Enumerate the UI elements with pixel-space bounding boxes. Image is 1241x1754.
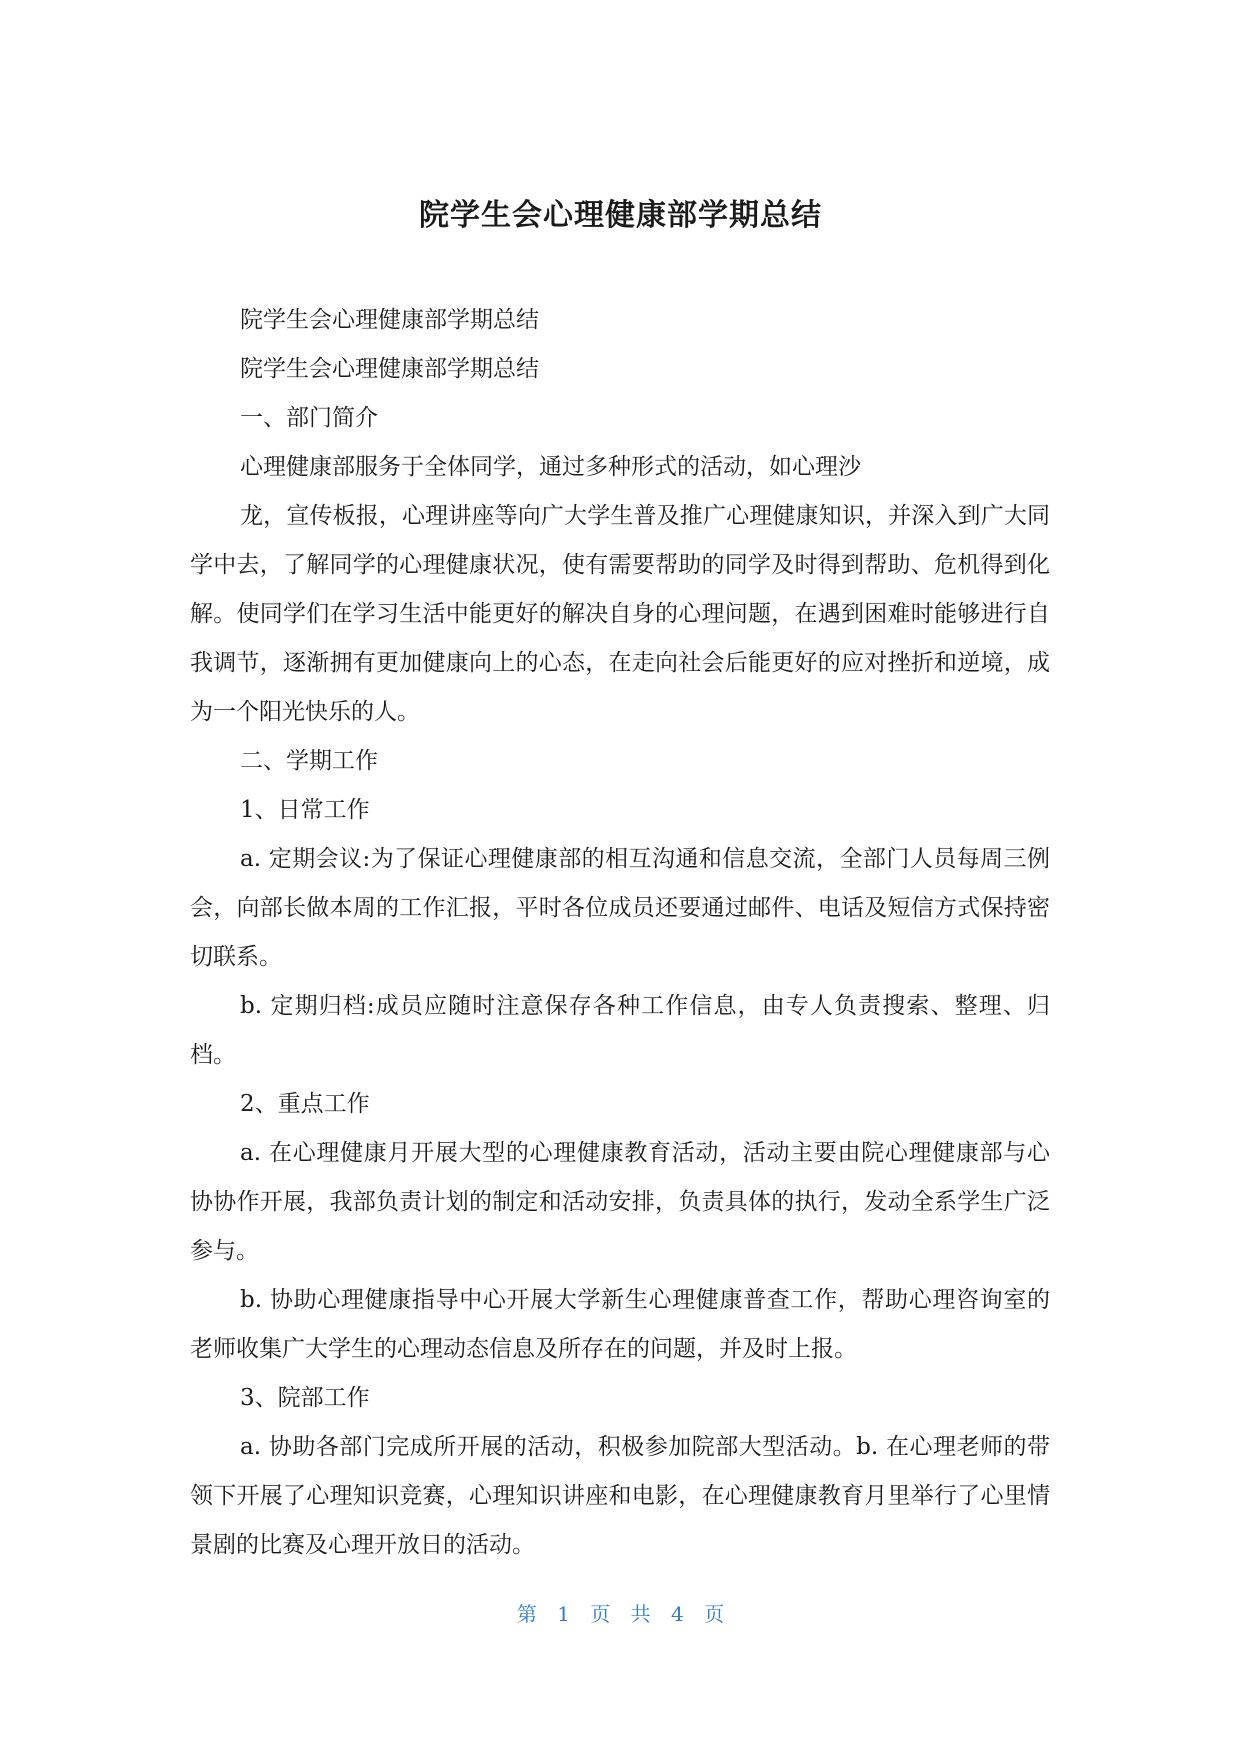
subsection-heading: 3、院部工作	[240, 1385, 370, 1411]
paragraph: 院学生会心理健康部学期总结	[240, 356, 539, 382]
paragraph: a. 在心理健康月开展大型的心理健康教育活动，活动主要由院心理健康部与心协协作开展，我部负责计划的制定和活动安排，负责具体的执行，发动全系学生广泛参与。	[190, 1140, 1050, 1264]
paragraph: 心理健康部服务于全体同学，通过多种形式的活动，如心理沙	[240, 454, 861, 480]
paragraph: b. 协助心理健康指导中心开展大学新生心理健康普查工作，帮助心理咨询室的老师收集广大学生的心理动态信息及所存在的问题，并及时上报。	[190, 1287, 1050, 1362]
paragraph: 龙，宣传板报，心理讲座等向广大学生普及推广心理健康知识，并深入到广大同学中去，了解同学的心理健康状况，使有需要帮助的同学及时得到帮助、危机得到化解。使同学们在学习生活中能更好的解决自身的心理问题，在遇到困难时能够进行自我调节，逐渐拥有更加健康向上的心态，在走向社会后能更好的应对挫折和逆境，成为一个阳光快乐的人。	[190, 503, 1050, 725]
paragraph: b. 定期归档:成员应随时注意保存各种工作信息，由专人负责搜索、整理、归档。	[190, 993, 1050, 1068]
paragraph: 院学生会心理健康部学期总结	[240, 307, 539, 333]
subsection-heading: 2、重点工作	[240, 1091, 370, 1117]
section-heading: 一、部门简介	[240, 405, 378, 431]
document-title: 院学生会心理健康部学期总结	[419, 198, 822, 233]
document-body	[190, 296, 1050, 1570]
paragraph: a. 定期会议:为了保证心理健康部的相互沟通和信息交流，全部门人员每周三例会，向部长做本周的工作汇报，平时各位成员还要通过邮件、电话及短信方式保持密切联系。	[190, 846, 1050, 970]
paragraph: a. 协助各部门完成所开展的活动，积极参加院部大型活动。b. 在心理老师的带领下开展了心理知识竞赛，心理知识讲座和电影，在心理健康教育月里举行了心里情景剧的比赛及心理开放日的活动。	[190, 1434, 1050, 1558]
page-number-footer: 第 1 页 共 4 页	[516, 1602, 725, 1626]
section-heading: 二、学期工作	[240, 748, 378, 774]
subsection-heading: 1、日常工作	[240, 797, 370, 823]
